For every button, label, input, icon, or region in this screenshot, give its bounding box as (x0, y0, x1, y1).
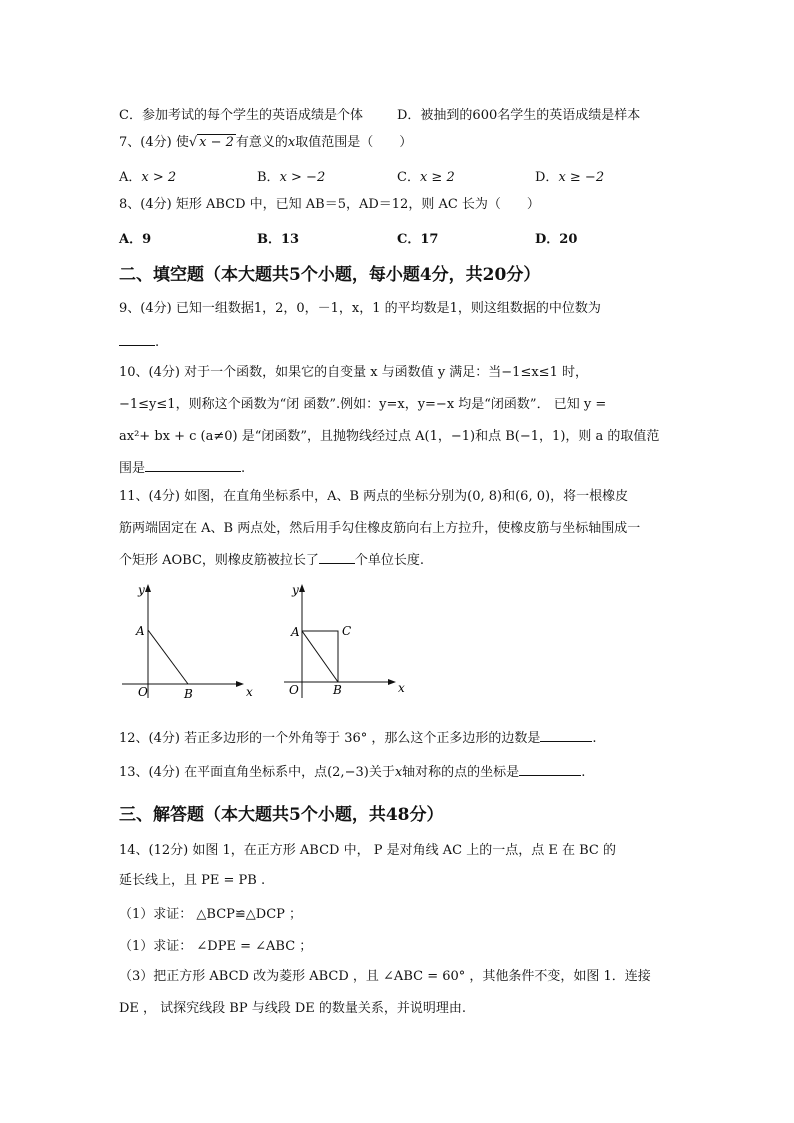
q13-point: (2,−3) (327, 765, 369, 780)
q12-stem: 12、(4分) 若正多边形的一个外角等于 36° ，那么这个正多边形的边数是 . (119, 728, 597, 748)
fig1-label-b: B (184, 687, 193, 700)
fig1-label-a: A (136, 624, 145, 638)
q9-stem: 9、(4分) 已知一组数据1，2，0，－1，x，1 的平均数是1，则这组数据的中位数为 (119, 301, 601, 316)
q14-line-1: 14、(12分) 如图 1，在正方形 ABCD 中， P 是对角线 AC 上的一点，点 E 在 BC 的 (119, 843, 616, 858)
q13-stem: 13、(4分) 在平面直角坐标系中，点(2,−3)关于x轴对称的点的坐标是 . (119, 762, 585, 782)
fig1-label-o: O (138, 685, 148, 699)
q12-answer-blank[interactable] (540, 728, 592, 742)
q8-option-b: B．13 (257, 232, 300, 247)
fig1-x-arrow-icon (236, 681, 244, 687)
q11-line-3: 个矩形 AOBC，则橡皮筋被拉长了 个单位长度. (119, 550, 424, 570)
q7-stem (119, 134, 412, 152)
fig1-label-x: x (246, 685, 253, 699)
q7-option-c: C．x ≥ 2 (397, 170, 455, 185)
q9-answer-blank[interactable] (119, 332, 155, 346)
q13-answer-blank[interactable] (519, 762, 581, 776)
q11-answer-blank[interactable] (319, 550, 355, 564)
q7-option-b: B．x > −2 (257, 170, 326, 185)
q11-line-2: 筋两端固定在 A、B 两点处，然后用手勾住橡皮筋向右上方拉升，使橡皮筋与坐标轴围成一 (119, 521, 641, 536)
q8-option-d: D．20 (535, 232, 578, 247)
q11-line-1: 11、(4分) 如图，在直角坐标系中，A、B 两点的坐标分别为(0, 8)和(6, 0)，将一根橡皮 (119, 489, 629, 504)
q7-radicand: x − 2 (199, 135, 234, 150)
q7-suffix: 有意义的 (235, 135, 288, 150)
q14-part-2: （1）求证： ∠DPE = ∠ABC ； (119, 939, 313, 954)
fig1-segment-ab (148, 630, 188, 684)
q10-line-2: −1≤y≤1，则称这个函数为“闭 函数”.例如：y=x，y=−x 均是“闭函数”． 已知 y = (119, 397, 607, 412)
q14-part-1: （1）求证： △BCP≌△DCP ； (119, 907, 303, 922)
q6-option-c: C．参加考试的每个学生的英语成绩是个体 (119, 108, 363, 123)
fig2-label-a: A (291, 625, 300, 639)
fig1-label-y: y (138, 583, 145, 597)
q11-figure-2 (280, 580, 410, 700)
q14-part-3-line-2: DE ， 试探究线段 BP 与线段 DE 的数量关系，并说明理由. (119, 1001, 467, 1016)
q8-option-c: C．17 (397, 232, 439, 247)
q7-sqrt-sign: √ (188, 135, 198, 150)
fig2-label-o: O (289, 683, 299, 697)
q14-line-2: 延长线上，且 PE = PB . (119, 873, 266, 888)
q8-option-a: A．9 (119, 232, 152, 247)
q11-figure-1 (118, 580, 258, 700)
q9-answer-line: . (119, 332, 159, 352)
q7-option-a: A．x > 2 (119, 170, 177, 185)
fig2-x-arrow-icon (388, 679, 396, 685)
fig2-label-b: B (333, 683, 342, 697)
q10-line-3: ax²+ bx + c (a≠0) 是“闭函数”，且抛物线经过点 A(1，−1)和点 B(−1，1)，则 a 的取值范 (119, 429, 660, 444)
q10-line-4: 围是 . (119, 458, 245, 478)
q7-prefix: 7、(4分) 使 (119, 135, 189, 150)
q7-suffix2: 取值范围是（ ） (295, 135, 413, 150)
fig1-y-arrow-icon (145, 584, 151, 592)
q10-answer-blank[interactable] (145, 458, 241, 472)
fig2-label-y: y (292, 583, 299, 597)
fig2-label-c: C (342, 624, 352, 638)
q14-part-3-line-1: （3）把正方形 ABCD 改为菱形 ABCD ，且 ∠ABC = 60° ，其他条件不变，如图 1．连接 (119, 969, 651, 984)
section-3-heading: 三、解答题（本大题共5个小题，共48分） (119, 805, 444, 825)
q7-option-d: D．x ≥ −2 (535, 170, 605, 185)
q7-var: x (287, 135, 296, 150)
q6-option-d: D．被抽到的600名学生的英语成绩是样本 (397, 108, 641, 123)
q10-line-1: 10、(4分) 对于一个函数，如果它的自变量 x 与函数值 y 满足：当−1≤x≤1 时， (119, 365, 588, 380)
fig2-y-arrow-icon (299, 584, 305, 592)
q8-stem: 8、(4分) 矩形 ABCD 中，已知 AB＝5，AD＝12，则 AC 长为（ ） (119, 197, 540, 212)
fig2-label-x: x (398, 681, 405, 695)
fig2-segment-ab (302, 631, 338, 682)
section-2-heading: 二、填空题（本大题共5个小题，每小题4分，共20分） (119, 265, 541, 285)
